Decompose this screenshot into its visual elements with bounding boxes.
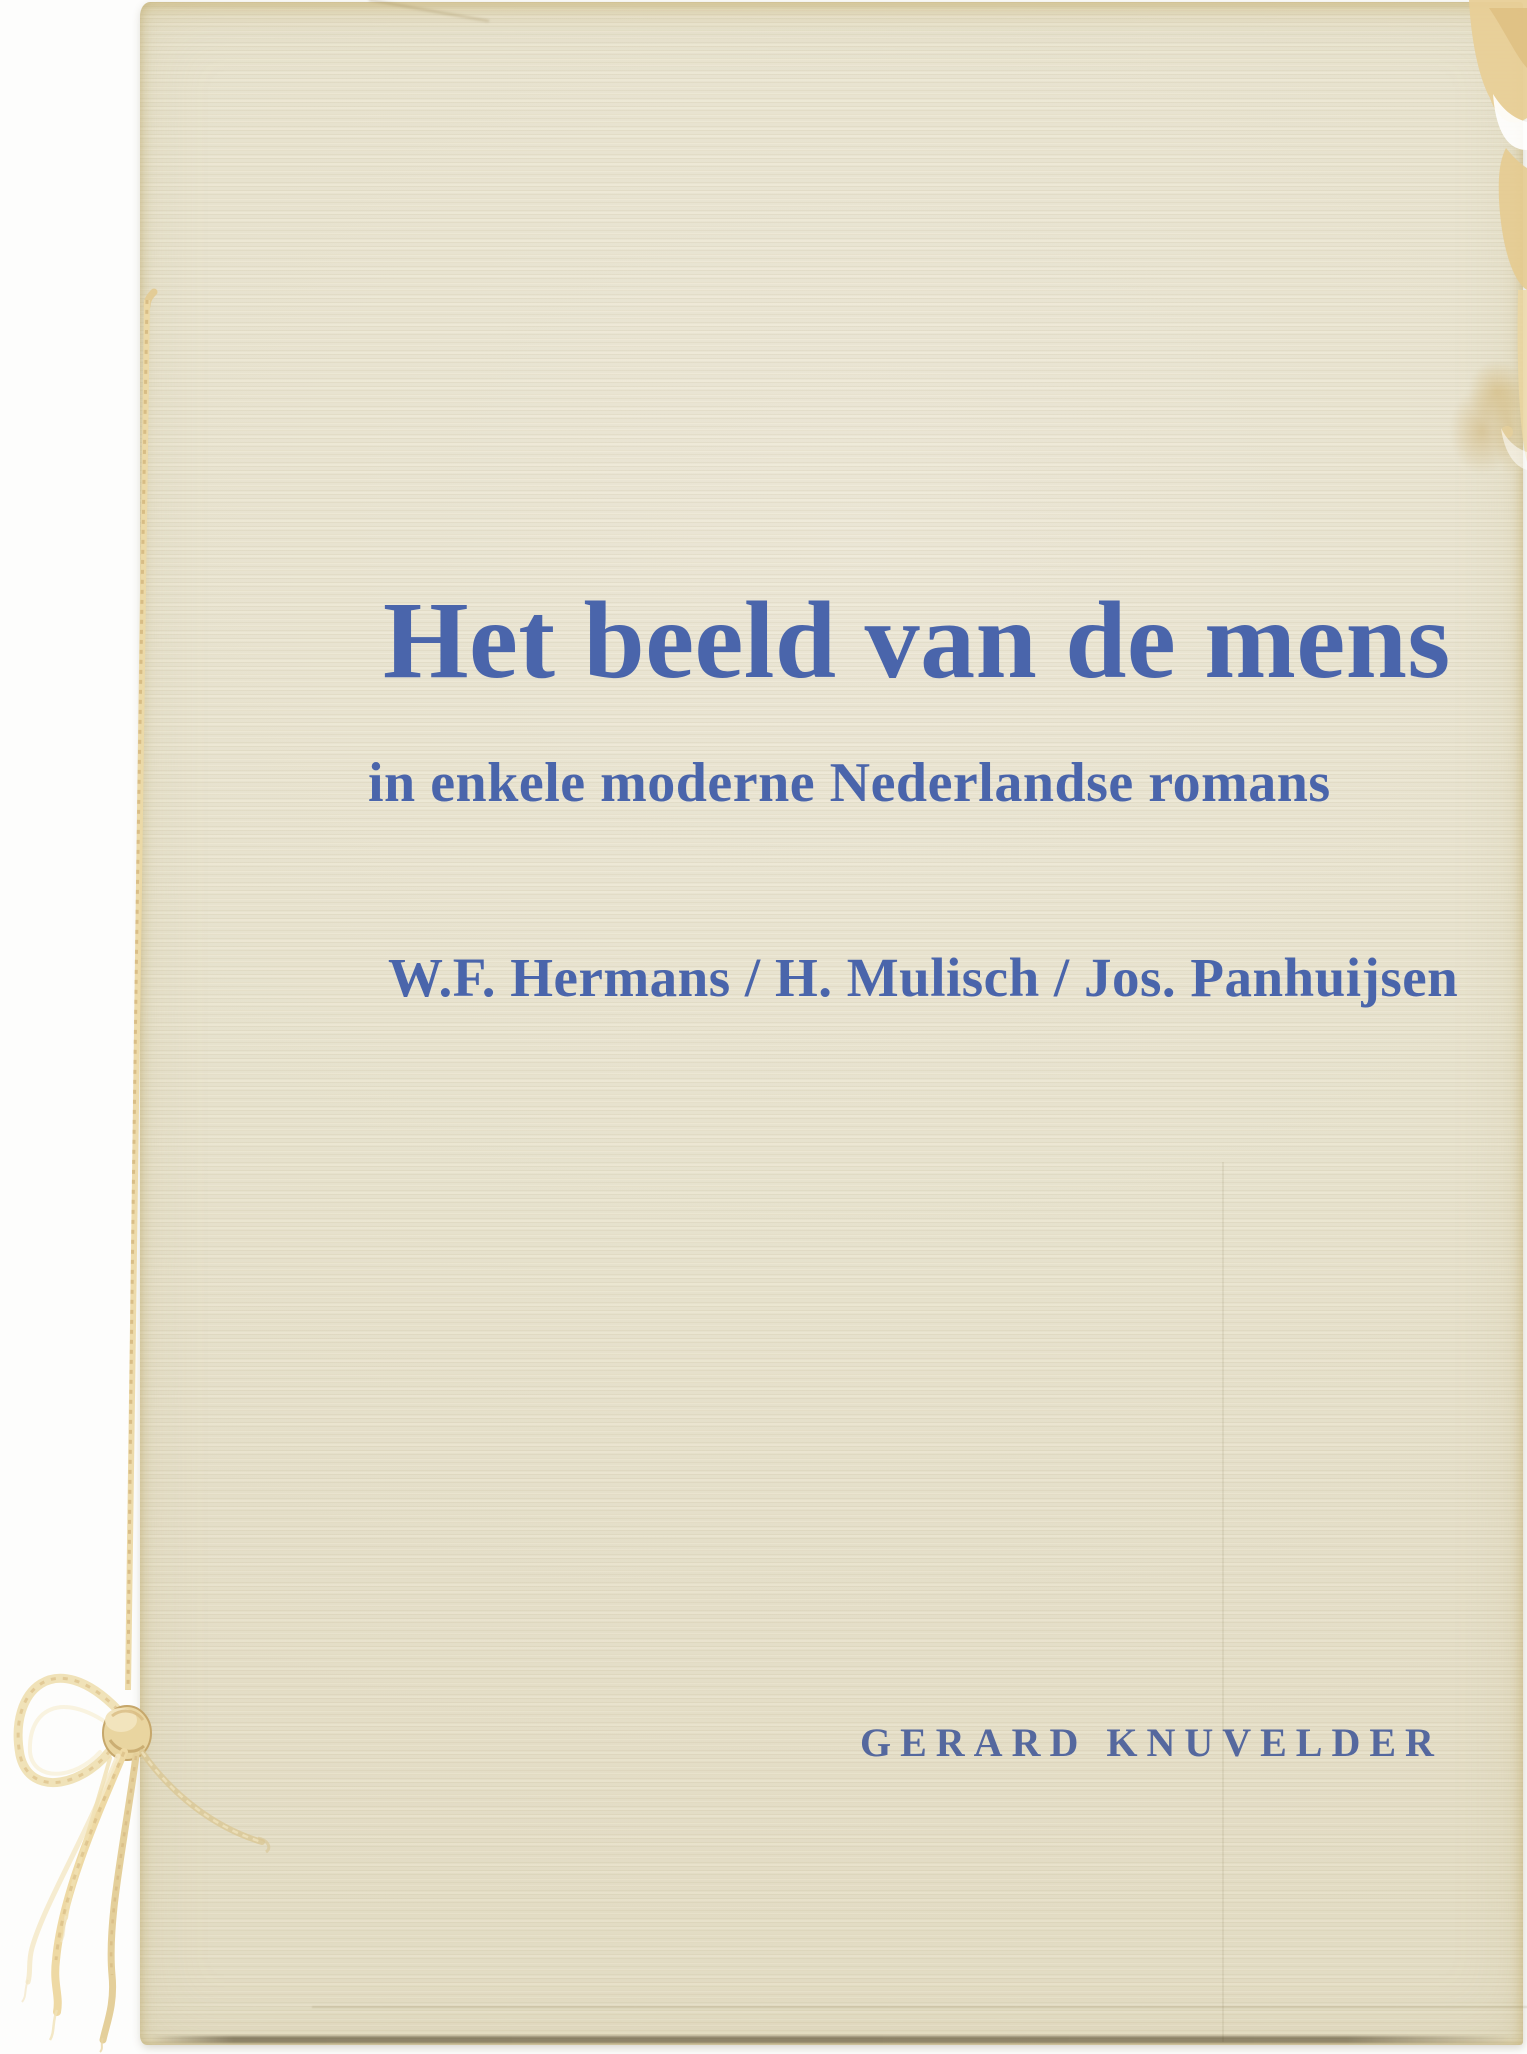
cover-crease-vertical (1222, 1162, 1224, 2042)
edge-damage (1449, 0, 1527, 520)
cover-crease-top (369, 0, 490, 23)
book-authors: W.F. Hermans / H. Mulisch / Jos. Panhuijsen (388, 947, 1459, 1008)
binding-cord (0, 0, 320, 2054)
book-subtitle: in enkele moderne Nederlandse romans (368, 752, 1331, 814)
cover-crease-bottom (312, 2006, 1527, 2008)
bottom-edge-shadow (152, 2036, 1510, 2043)
book-cover (140, 2, 1523, 2045)
book-title: Het beeld van de mens (383, 578, 1451, 701)
book-publisher: GERARD KNUVELDER (860, 1720, 1443, 1765)
